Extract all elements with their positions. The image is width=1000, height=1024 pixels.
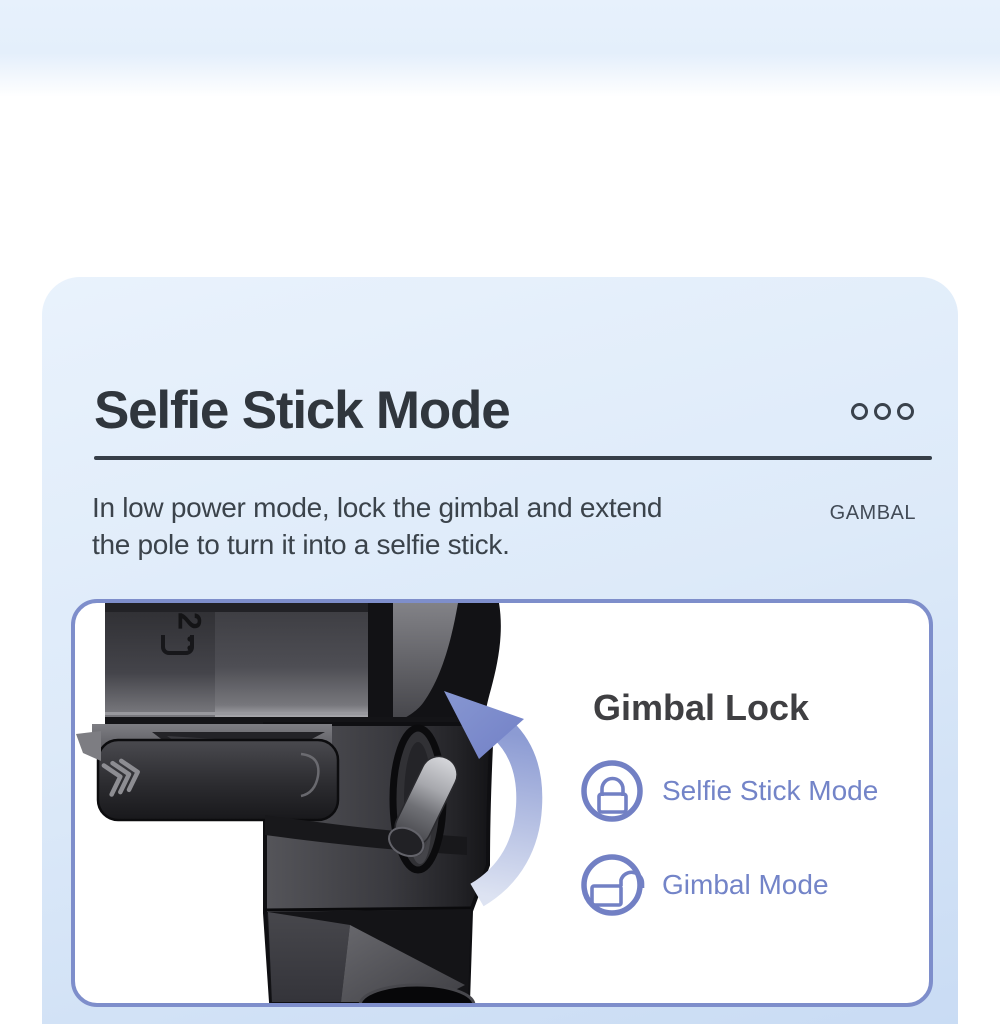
mode-item-gimbal (580, 853, 829, 917)
clamp-slab (105, 603, 370, 719)
pagination-dots (851, 403, 914, 420)
handle-base (265, 908, 474, 1003)
mode-label: Gimbal Mode (662, 869, 829, 900)
feature-card (42, 277, 958, 1024)
mode-item-selfie-stick (580, 759, 878, 823)
description-line-2: the pole to turn it into a selfie stick. (92, 529, 510, 560)
description-line-1: In low power mode, lock the gimbal and extend (92, 492, 663, 523)
svg-text:2: 2 (171, 612, 208, 630)
brand-watermark: GAMBAL (829, 502, 916, 524)
pagination-dot (851, 403, 868, 420)
lock-open-icon (580, 853, 644, 917)
description (92, 489, 662, 563)
title-divider (94, 456, 932, 460)
page-title: Selfie Stick Mode (94, 381, 510, 440)
gimbal-lock-panel (71, 599, 933, 1007)
pagination-dot (897, 403, 914, 420)
top-band (0, 0, 1000, 97)
mode-label: Selfie Stick Mode (662, 775, 879, 806)
pagination-dot (874, 403, 891, 420)
lock-closed-icon (580, 759, 644, 823)
panel-heading: Gimbal Lock (593, 687, 810, 728)
